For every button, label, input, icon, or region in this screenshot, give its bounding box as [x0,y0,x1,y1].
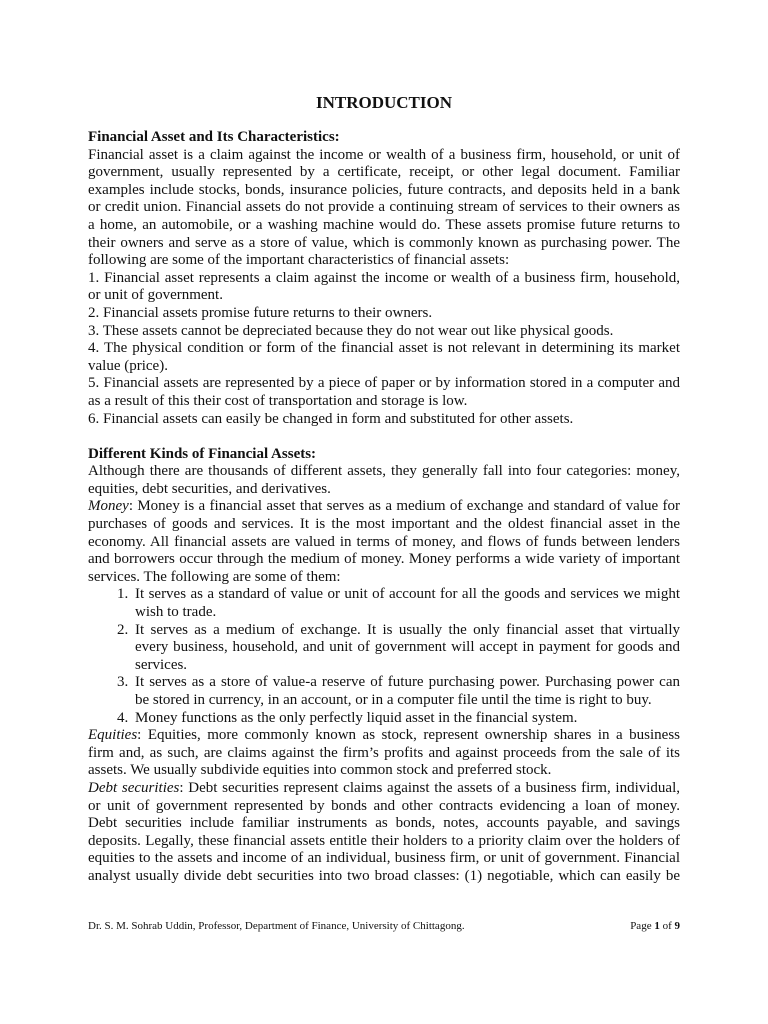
text-line [88,762,680,780]
text-line [88,393,680,411]
list-number: 2. [117,621,129,638]
text-line [88,252,680,270]
term-label: Money [88,498,129,515]
line-text: be stored in currency, in an account, or in a computer file until the time is right to buy. [135,692,652,708]
text-line [88,692,680,710]
page-total: 9 [674,920,680,932]
line-text: analyst usually divide debt securities into two broad classes: (1) negotiable, which can easily be [88,867,680,884]
line-text: and borrowers occur through the medium of money. Money performs a wide variety of important [88,551,680,568]
line-text: purchases of goods and services. It is the most important and the oldest financial asset in the [88,516,680,533]
text-line [88,569,680,587]
line-text: or credit union. Financial assets do not provide a continuing stream of services to their owners as [88,199,680,216]
line-text: It serves as a standard of value or unit of account for all the goods and services we might [135,586,680,603]
term-label: Debt securities [88,779,180,796]
line-text: Money functions as the only perfectly liquid asset in the financial system. [135,709,578,726]
line-text: It serves as a medium of exchange. It is usually the only financial asset that virtually [135,621,680,638]
line-text: 4. The physical condition or form of the financial asset is not relevant in determining its market [88,340,680,357]
line-text: 1. Financial asset represents a claim against the income or wealth of a business firm, household, [88,269,680,286]
text-line [88,235,680,253]
line-text: following are some of the important characteristics of financial assets: [88,252,510,269]
list-item [88,622,680,640]
text-line [88,287,680,305]
text-line [88,164,680,182]
page-footer [88,920,680,932]
line-text: services. [135,656,188,673]
text-line [88,199,680,217]
footer-author: Dr. S. M. Sohrab Uddin, Professor, Department of Finance, University of Chittagong. [88,920,465,932]
blank-line [88,428,680,446]
line-text: services. The following are some of them: [88,568,341,585]
section-heading: Financial Asset and Its Characteristics: [88,129,340,145]
line-text: examples include stocks, bonds, insurance policies, future contracts, and deposits held in a bank [88,181,680,198]
text-line [88,868,680,886]
line-text: It serves as a store of value-a reserve of future purchasing power. Purchasing power can [135,674,680,691]
text-line [88,375,680,393]
line-text: every business, household, and unit of government will accept in payment for goods and [135,639,680,656]
term-label: Equities [88,727,138,744]
text-line [88,411,680,429]
text-line [88,534,680,552]
line-text: as a result of this their cost of transportation and storage is low. [88,392,468,409]
text-line [88,305,680,323]
text-line [88,340,680,358]
line-text: 6. Financial assets can easily be changed in form and substituted for other assets. [88,410,574,427]
text-line [88,463,680,481]
text-line [88,798,680,816]
text-line [88,657,680,675]
line-text: 5. Financial assets are represented by a piece of paper or by information stored in a computer and [88,375,680,392]
line-text: economy. All financial assets are valued in terms of money, and flows of funds between lenders [88,533,680,550]
line-text: : Money is a financial asset that serves as a medium of exchange and standard of value for [128,498,680,515]
document-page [88,92,680,886]
text-line [88,639,680,657]
list-item [88,586,680,604]
text-line [88,516,680,534]
line-text: deposits. Legally, these financial assets entitle their holders to a priority claim over the holders of [88,832,680,849]
list-item [88,674,680,692]
page-number [630,920,680,932]
text-line [88,323,680,341]
text-line [88,270,680,288]
text-line [88,815,680,833]
line-text: equities to the assets and income of an individual, business firm, or unit of government. Financial [88,850,680,867]
text-line [88,182,680,200]
text-line [88,498,680,516]
line-text: Debt securities include familiar instruments as bonds, notes, accounts payable, and savings [88,815,680,832]
line-text: Although there are thousands of different assets, they generally fall into four categories: money, [88,463,680,480]
page-title: INTRODUCTION [315,93,453,112]
text-line [88,604,680,622]
line-text: or unit of government represented by bonds and other contracts evidencing a loan of money. [88,797,680,814]
text-line [88,481,680,499]
line-text: assets. We usually subdivide equities into common stock and preferred stock. [88,762,552,779]
line-text: : Debt securities represent claims against the assets of a business firm, individual, [179,779,681,796]
page-of: of [659,920,675,932]
list-number: 3. [117,674,129,691]
text-line [88,833,680,851]
line-text: government, usually represented by a certificate, receipt, or other legal document. Familiar [88,164,680,181]
text-line [88,745,680,763]
section-heading: Different Kinds of Financial Assets: [88,445,317,462]
list-item [88,710,680,728]
line-text: a home, an automobile, or a washing machine would do. These assets promise future returns to [88,216,680,233]
page-current: 1 [654,920,660,932]
list-number: 1. [117,586,129,603]
line-text: or unit of government. [88,287,223,304]
page-label: Page [630,920,655,932]
text-line [88,850,680,868]
text-line [88,217,680,235]
text-line [88,727,680,745]
text-line [88,147,680,165]
line-text: Financial asset is a claim against the income or wealth of a business firm, household, or unit of [88,146,680,163]
document-body [88,129,680,886]
text-line [88,780,680,798]
text-line [88,358,680,376]
text-line [88,551,680,569]
line-text: 2. Financial assets promise future returns to their owners. [88,304,433,321]
line-text: : Equities, more commonly known as stock, represent ownership shares in a business [137,727,680,744]
line-text: their owners and serve as a store of value, which is commonly known as purchasing power. The [88,234,680,251]
line-text: value (price). [88,357,168,374]
line-text: wish to trade. [135,604,217,621]
line-text: firm and, as such, are claims against the firm’s profits and against proceeds from the sale of its [88,744,680,761]
line-text: equities, debt securities, and derivatives. [88,480,331,497]
line-text: 3. These assets cannot be depreciated because they do not wear out like physical goods. [88,322,614,339]
list-number: 4. [117,709,129,726]
